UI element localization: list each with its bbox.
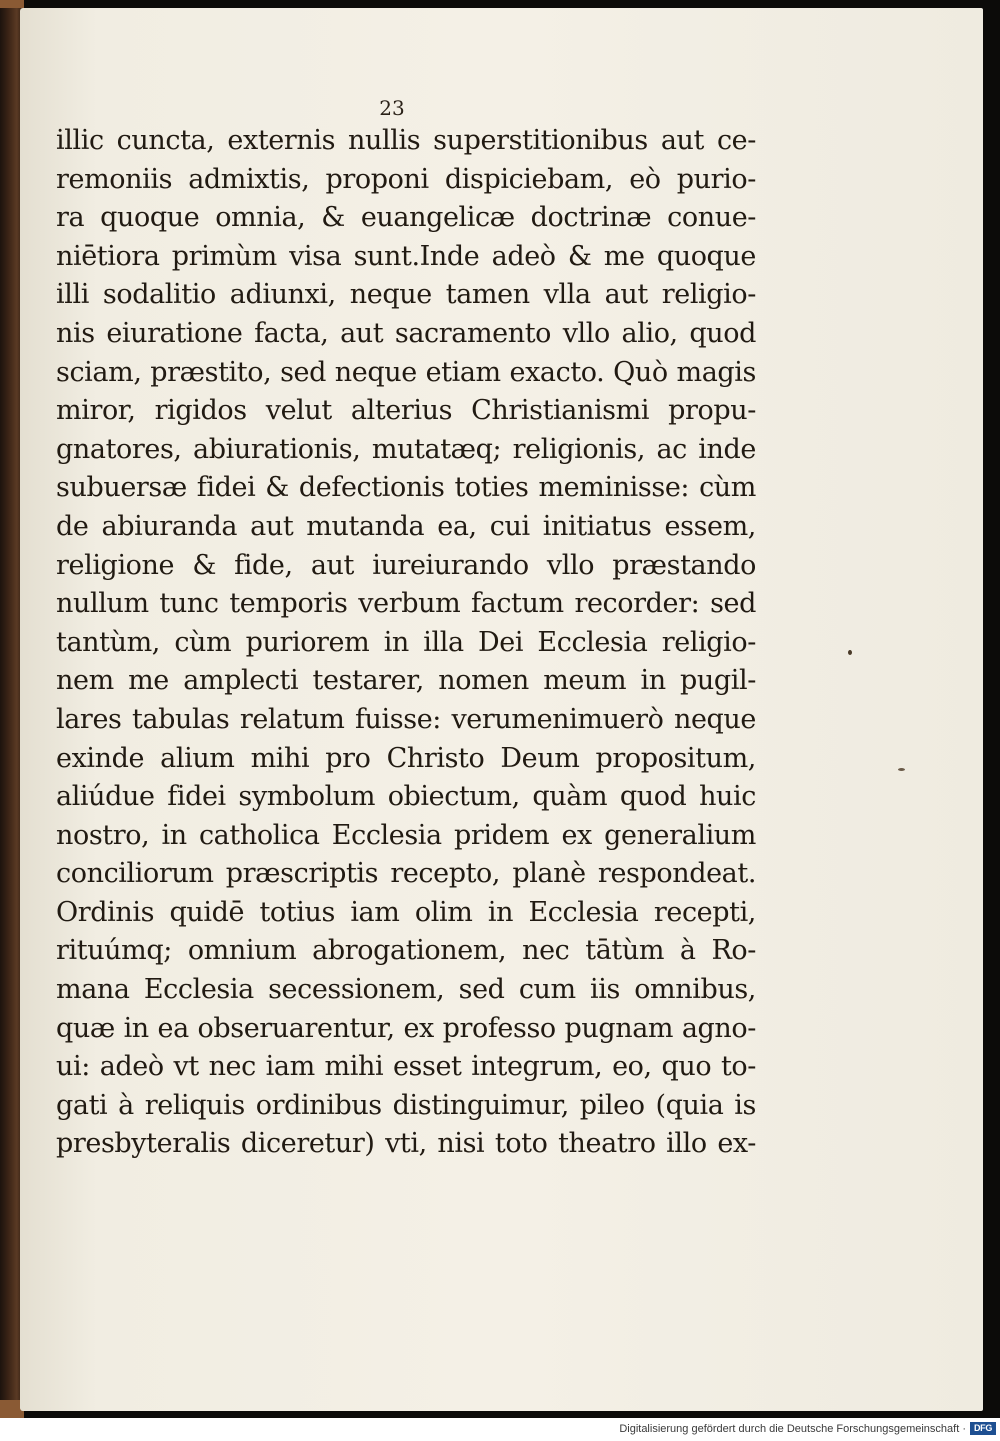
- text-line: illic cuncta, externis nullis superstitionibus aut ce-: [56, 125, 756, 156]
- text-line: tantùm, cùm puriorem in illa Dei Ecclesia religio-: [56, 626, 756, 658]
- text-line: miror, rigidos velut alterius Christianismi propu-: [56, 395, 756, 427]
- text-line: subuersæ fidei & defectionis toties meminisse: cùm: [56, 472, 756, 504]
- text-line: Ordinis quidē totius iam olim in Ecclesia recepti,: [56, 896, 756, 928]
- funding-credit: Digitalisierung gefördert durch die Deutsche Forschungsgemeinschaft ·: [619, 1423, 966, 1435]
- text-line: ra quoque omnia, & euangelicæ doctrinæ conue-: [56, 202, 756, 234]
- text-line: gati à reliquis ordinibus distinguimur, pileo (quia is: [56, 1089, 756, 1121]
- text-line: mana Ecclesia secessionem, sed cum iis omnibus,: [56, 974, 756, 1006]
- body-text: [56, 122, 756, 1164]
- text-line: sciam, præstito, sed neque etiam exacto. Quò magis: [56, 356, 756, 388]
- dfg-logo: DFG: [970, 1422, 996, 1435]
- text-line: conciliorum præscriptis recepto, planè respondeat.: [56, 858, 756, 890]
- text-line: ui: adeò vt nec iam mihi esset integrum, eo, quo to-: [56, 1051, 756, 1083]
- text-line: nostro, in catholica Ecclesia pridem ex generalium: [56, 819, 756, 851]
- text-line: nem me amplecti testarer, nomen meum in pugil-: [56, 665, 756, 697]
- text-line: remoniis admixtis, proponi dispiciebam, eò purio-: [56, 163, 756, 195]
- text-line: gnatores, abiurationis, mutatæq; religionis, ac inde: [56, 433, 756, 465]
- text-line: de abiuranda aut mutanda ea, cui initiatus essem,: [56, 510, 756, 542]
- text-line: quæ in ea obseruarentur, ex professo pugnam agno-: [56, 1012, 756, 1044]
- text-line: niētiora primùm visa sunt.Inde adeò & me quoque: [56, 240, 756, 272]
- page-number: 23: [379, 96, 405, 120]
- text-line: nis eiuratione facta, aut sacramento vllo alio, quod: [56, 317, 756, 349]
- text-line: illi sodalitio adiunxi, neque tamen vlla aut religio-: [56, 279, 756, 311]
- text-line: nullum tunc temporis verbum factum recorder: sed: [56, 588, 756, 620]
- text-line: rituúmq; omnium abrogationem, nec tātùm à Ro-: [56, 935, 756, 967]
- footer-bar: [0, 1418, 1000, 1441]
- text-line: lares tabulas relatum fuisse: verumenimuerò neque: [56, 703, 756, 735]
- text-line: exinde alium mihi pro Christo Deum propositum,: [56, 742, 756, 774]
- text-line: aliúdue fidei symbolum obiectum, quàm quod huic: [56, 781, 756, 813]
- text-line: religione & fide, aut iureiurando vllo præstando: [56, 549, 756, 581]
- text-line: presbyteralis diceretur) vti, nisi toto theatro illo ex-: [56, 1128, 756, 1160]
